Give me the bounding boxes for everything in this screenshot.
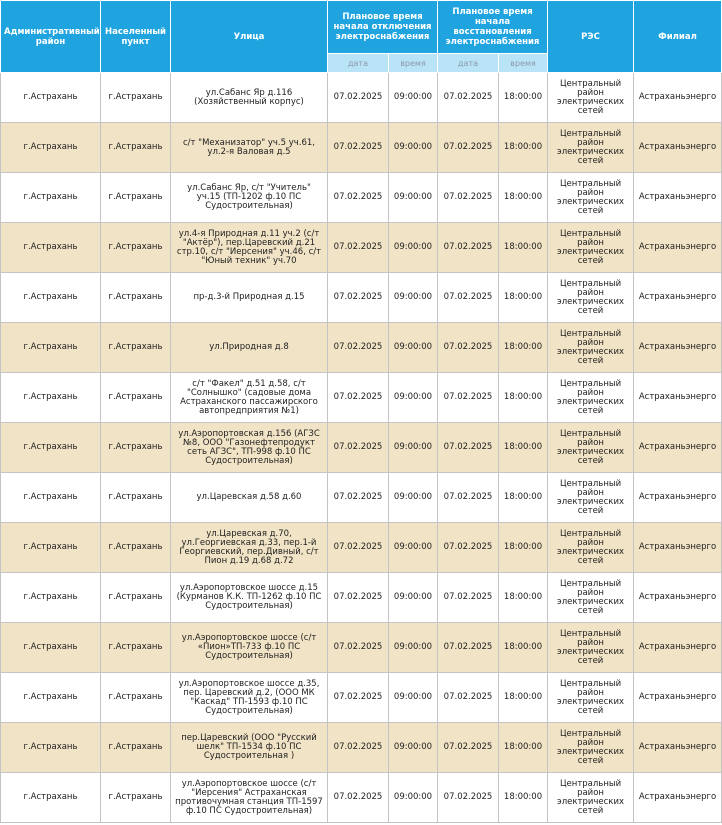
cell-on-time: 18:00:00 <box>499 73 548 123</box>
cell-street: ул.Аэропортовское шоссе (с/т «Пион»ТП-733 ф.10 ПС Судостроительная) <box>171 623 328 673</box>
cell-street: ул.4-я Природная д.11 уч.2 (с/т "Актёр"), пер.Царевский д.21 стр.10, с/т "Иерсения" уч.46, с/т "Юный техник" уч.70 <box>171 223 328 273</box>
cell-off-date: 07.02.2025 <box>328 323 389 373</box>
cell-branch: Астраханьэнерго <box>634 223 722 273</box>
cell-branch: Астраханьэнерго <box>634 123 722 173</box>
cell-res: Центральный район электрических сетей <box>548 523 634 573</box>
cell-branch: Астраханьэнерго <box>634 423 722 473</box>
cell-locality: г.Астрахань <box>101 273 171 323</box>
table-row <box>1 373 722 423</box>
cell-off-time: 09:00:00 <box>389 373 438 423</box>
cell-on-date: 07.02.2025 <box>438 273 499 323</box>
cell-on-time: 18:00:00 <box>499 673 548 723</box>
cell-locality: г.Астрахань <box>101 423 171 473</box>
cell-locality: г.Астрахань <box>101 173 171 223</box>
cell-branch: Астраханьэнерго <box>634 173 722 223</box>
col-header-planned-on[interactable]: Плановое время начала восстановления электроснабжения <box>438 1 548 54</box>
cell-off-time: 09:00:00 <box>389 523 438 573</box>
cell-on-date: 07.02.2025 <box>438 223 499 273</box>
cell-off-date: 07.02.2025 <box>328 223 389 273</box>
cell-res: Центральный район электрических сетей <box>548 473 634 523</box>
cell-on-date: 07.02.2025 <box>438 773 499 823</box>
cell-on-time: 18:00:00 <box>499 323 548 373</box>
cell-branch: Астраханьэнерго <box>634 623 722 673</box>
cell-locality: г.Астрахань <box>101 673 171 723</box>
cell-locality: г.Астрахань <box>101 523 171 573</box>
table-header <box>1 1 722 73</box>
cell-on-time: 18:00:00 <box>499 573 548 623</box>
cell-locality: г.Астрахань <box>101 223 171 273</box>
cell-street: ул.Сабанс Яр, с/т "Учитель" уч.15 (ТП-1202 ф.10 ПС Судостроительная) <box>171 173 328 223</box>
cell-on-date: 07.02.2025 <box>438 373 499 423</box>
cell-locality: г.Астрахань <box>101 773 171 823</box>
cell-on-time: 18:00:00 <box>499 373 548 423</box>
col-header-street[interactable]: Улица <box>171 1 328 73</box>
cell-admin-area: г.Астрахань <box>1 773 101 823</box>
cell-res: Центральный район электрических сетей <box>548 723 634 773</box>
col-header-planned-off[interactable]: Плановое время начала отключения электроснабжения <box>328 1 438 54</box>
cell-off-time: 09:00:00 <box>389 423 438 473</box>
cell-off-date: 07.02.2025 <box>328 423 389 473</box>
cell-street: ул.Сабанс Яр д.116 (Хозяйственный корпус) <box>171 73 328 123</box>
cell-off-date: 07.02.2025 <box>328 473 389 523</box>
cell-admin-area: г.Астрахань <box>1 223 101 273</box>
cell-admin-area: г.Астрахань <box>1 423 101 473</box>
cell-street: ул.Царевская д.58 д.60 <box>171 473 328 523</box>
cell-off-time: 09:00:00 <box>389 673 438 723</box>
cell-locality: г.Астрахань <box>101 573 171 623</box>
cell-off-date: 07.02.2025 <box>328 723 389 773</box>
cell-res: Центральный район электрических сетей <box>548 423 634 473</box>
cell-branch: Астраханьэнерго <box>634 73 722 123</box>
cell-branch: Астраханьэнерго <box>634 723 722 773</box>
cell-on-time: 18:00:00 <box>499 473 548 523</box>
cell-res: Центральный район электрических сетей <box>548 573 634 623</box>
cell-off-time: 09:00:00 <box>389 323 438 373</box>
cell-branch: Астраханьэнерго <box>634 773 722 823</box>
cell-on-date: 07.02.2025 <box>438 73 499 123</box>
cell-branch: Астраханьэнерго <box>634 373 722 423</box>
cell-branch: Астраханьэнерго <box>634 273 722 323</box>
cell-on-date: 07.02.2025 <box>438 523 499 573</box>
cell-on-date: 07.02.2025 <box>438 723 499 773</box>
table-row <box>1 773 722 823</box>
cell-off-time: 09:00:00 <box>389 723 438 773</box>
cell-off-date: 07.02.2025 <box>328 373 389 423</box>
cell-off-date: 07.02.2025 <box>328 123 389 173</box>
cell-on-time: 18:00:00 <box>499 123 548 173</box>
col-header-res[interactable]: РЭС <box>548 1 634 73</box>
cell-admin-area: г.Астрахань <box>1 623 101 673</box>
cell-street: ул.Аэропортовское шоссе д.15 (Курманов К.К. ТП-1262 ф.10 ПС Судостроительная) <box>171 573 328 623</box>
cell-off-time: 09:00:00 <box>389 173 438 223</box>
cell-locality: г.Астрахань <box>101 373 171 423</box>
cell-admin-area: г.Астрахань <box>1 573 101 623</box>
table-row <box>1 523 722 573</box>
table-row <box>1 73 722 123</box>
table-row <box>1 273 722 323</box>
cell-admin-area: г.Астрахань <box>1 523 101 573</box>
cell-branch: Астраханьэнерго <box>634 323 722 373</box>
cell-res: Центральный район электрических сетей <box>548 123 634 173</box>
cell-res: Центральный район электрических сетей <box>548 323 634 373</box>
cell-street: пер.Царевский (ООО "Русский шелк" ТП-1534 ф.10 ПС Судостроительная ) <box>171 723 328 773</box>
cell-off-date: 07.02.2025 <box>328 73 389 123</box>
cell-admin-area: г.Астрахань <box>1 723 101 773</box>
cell-admin-area: г.Астрахань <box>1 323 101 373</box>
col-header-branch[interactable]: Филиал <box>634 1 722 73</box>
cell-res: Центральный район электрических сетей <box>548 773 634 823</box>
table-body <box>1 73 722 823</box>
table-row <box>1 173 722 223</box>
cell-on-date: 07.02.2025 <box>438 473 499 523</box>
subheader-off-date: дата <box>328 54 389 73</box>
table-row <box>1 473 722 523</box>
cell-res: Центральный район электрических сетей <box>548 273 634 323</box>
cell-on-time: 18:00:00 <box>499 523 548 573</box>
col-header-admin-area[interactable]: Административный район <box>1 1 101 73</box>
cell-branch: Астраханьэнерго <box>634 473 722 523</box>
cell-res: Центральный район электрических сетей <box>548 623 634 673</box>
cell-on-date: 07.02.2025 <box>438 323 499 373</box>
cell-street: пр-д.3-й Природная д.15 <box>171 273 328 323</box>
cell-on-time: 18:00:00 <box>499 723 548 773</box>
cell-admin-area: г.Астрахань <box>1 673 101 723</box>
cell-off-time: 09:00:00 <box>389 73 438 123</box>
cell-admin-area: г.Астрахань <box>1 73 101 123</box>
cell-admin-area: г.Астрахань <box>1 273 101 323</box>
col-header-locality[interactable]: Населенный пункт <box>101 1 171 73</box>
cell-on-time: 18:00:00 <box>499 223 548 273</box>
cell-street: с/т "Факел" д.51 д.58, с/т "Солнышко" (садовые дома Астраханского пассажирского автопредприятия №1) <box>171 373 328 423</box>
cell-off-date: 07.02.2025 <box>328 673 389 723</box>
cell-admin-area: г.Астрахань <box>1 473 101 523</box>
cell-on-date: 07.02.2025 <box>438 673 499 723</box>
cell-locality: г.Астрахань <box>101 123 171 173</box>
table-row <box>1 323 722 373</box>
cell-res: Центральный район электрических сетей <box>548 173 634 223</box>
cell-off-time: 09:00:00 <box>389 223 438 273</box>
cell-admin-area: г.Астрахань <box>1 373 101 423</box>
cell-branch: Астраханьэнерго <box>634 523 722 573</box>
cell-off-date: 07.02.2025 <box>328 173 389 223</box>
cell-admin-area: г.Астрахань <box>1 123 101 173</box>
cell-branch: Астраханьэнерго <box>634 673 722 723</box>
cell-on-date: 07.02.2025 <box>438 123 499 173</box>
cell-off-date: 07.02.2025 <box>328 273 389 323</box>
cell-res: Центральный район электрических сетей <box>548 223 634 273</box>
cell-locality: г.Астрахань <box>101 473 171 523</box>
cell-locality: г.Астрахань <box>101 623 171 673</box>
cell-off-time: 09:00:00 <box>389 623 438 673</box>
table-row <box>1 573 722 623</box>
cell-on-time: 18:00:00 <box>499 773 548 823</box>
cell-off-date: 07.02.2025 <box>328 523 389 573</box>
cell-off-time: 09:00:00 <box>389 473 438 523</box>
table-row <box>1 123 722 173</box>
cell-off-time: 09:00:00 <box>389 123 438 173</box>
cell-on-date: 07.02.2025 <box>438 573 499 623</box>
cell-on-time: 18:00:00 <box>499 623 548 673</box>
cell-on-time: 18:00:00 <box>499 173 548 223</box>
subheader-off-time: время <box>389 54 438 73</box>
table-row <box>1 673 722 723</box>
cell-off-date: 07.02.2025 <box>328 623 389 673</box>
cell-street: ул.Аэропортовское шоссе д.35, пер. Царевский д.2, (ООО МК "Каскад" ТП-1593 ф.10 ПС Судостроительная) <box>171 673 328 723</box>
cell-street: ул.Природная д.8 <box>171 323 328 373</box>
cell-locality: г.Астрахань <box>101 323 171 373</box>
table-row <box>1 223 722 273</box>
cell-res: Центральный район электрических сетей <box>548 73 634 123</box>
cell-street: с/т "Механизатор" уч.5 уч.61, ул.2-я Валовая д.5 <box>171 123 328 173</box>
cell-on-time: 18:00:00 <box>499 423 548 473</box>
cell-on-date: 07.02.2025 <box>438 623 499 673</box>
cell-admin-area: г.Астрахань <box>1 173 101 223</box>
cell-off-time: 09:00:00 <box>389 773 438 823</box>
subheader-on-date: дата <box>438 54 499 73</box>
table-row <box>1 423 722 473</box>
cell-off-time: 09:00:00 <box>389 573 438 623</box>
cell-on-date: 07.02.2025 <box>438 173 499 223</box>
cell-off-time: 09:00:00 <box>389 273 438 323</box>
cell-branch: Астраханьэнерго <box>634 573 722 623</box>
cell-street: ул.Аэропортовская д.156 (АГЗС №8, ООО "Газонефтепродукт сеть АГЗС", ТП-998 ф.10 ПС Судостроительная) <box>171 423 328 473</box>
cell-street: ул.Царевская д.70, ул.Георгиевская д.33, пер.1-й Георгиевский, пер.Дивный, с/т Пион д.19 д.68 д.72 <box>171 523 328 573</box>
cell-off-date: 07.02.2025 <box>328 773 389 823</box>
cell-locality: г.Астрахань <box>101 73 171 123</box>
table-row <box>1 623 722 673</box>
cell-on-time: 18:00:00 <box>499 273 548 323</box>
cell-off-date: 07.02.2025 <box>328 573 389 623</box>
cell-res: Центральный район электрических сетей <box>548 373 634 423</box>
cell-on-date: 07.02.2025 <box>438 423 499 473</box>
cell-street: ул.Аэропортовское шоссе (с/т "Иерсения" Астраханская противочумная станция ТП-1597 ф.10 ПС Судостроительная) <box>171 773 328 823</box>
cell-locality: г.Астрахань <box>101 723 171 773</box>
table-row <box>1 723 722 773</box>
cell-res: Центральный район электрических сетей <box>548 673 634 723</box>
subheader-on-time: время <box>499 54 548 73</box>
